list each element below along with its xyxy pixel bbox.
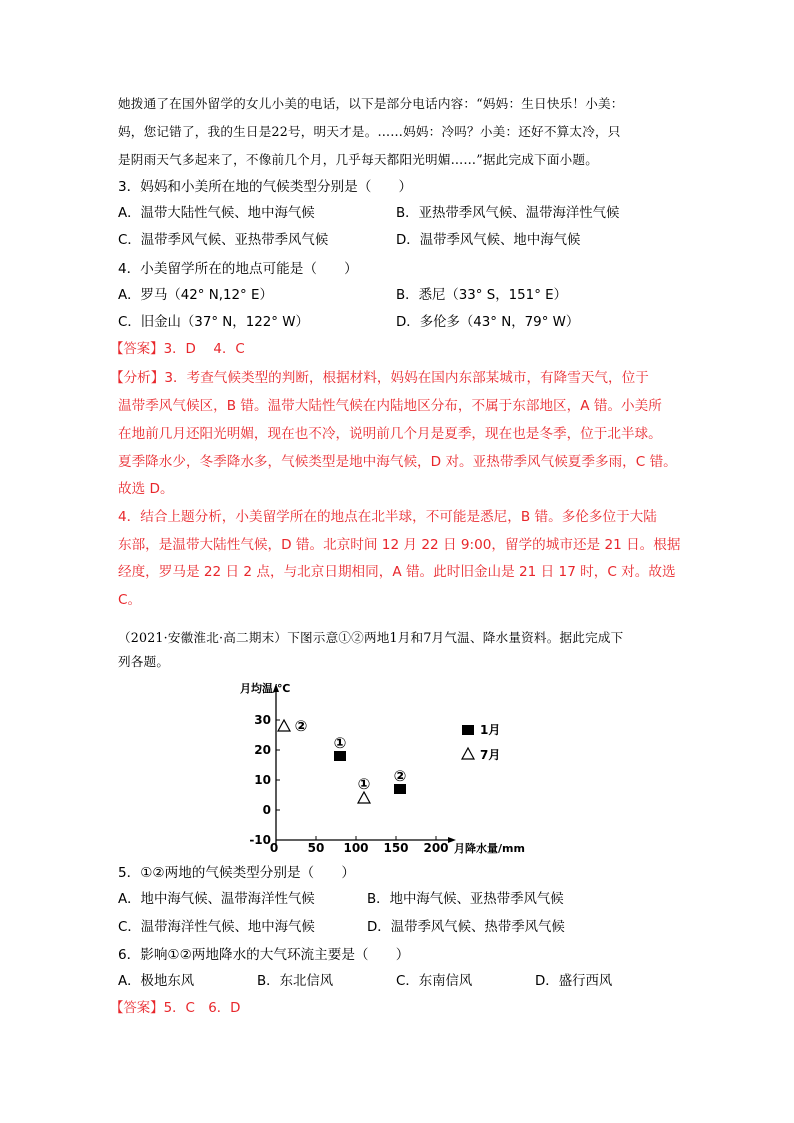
question-3-option-b: B．亚热带季风气候、温带海洋性气候	[396, 206, 620, 221]
question-6-option-d: D．盛行西风	[535, 974, 613, 989]
legend-label-jan: 1月	[480, 723, 501, 737]
climate-scatter-chart	[230, 678, 570, 858]
analysis-line-4: 夏季降水少，冬季降水多，气候类型是地中海气候，D 对。亚热带季风气候夏季多雨，C 错。	[118, 454, 677, 470]
analysis-line-7: 东部，是温带大陆性气候，D 错。北京时间 12 月 22 日 9:00，留学的城市还是 21 日。根据	[118, 537, 681, 553]
legend-marker-jul	[462, 748, 474, 759]
question-5-option-c: C．温带海洋性气候、地中海气候	[118, 920, 315, 935]
data-point-label: ②	[393, 767, 407, 785]
y-tick-label: 30	[254, 713, 271, 727]
y-tick-label: 10	[254, 773, 271, 787]
question-5-stem: 5．①②两地的气候类型分别是（ ）	[118, 865, 355, 881]
y-tick-label: 0	[262, 803, 271, 817]
analysis-line-9: C。	[118, 592, 142, 608]
x-tick-label: 150	[383, 841, 409, 855]
data-point-jan	[334, 751, 346, 761]
question-4-option-c: C．旧金山（37° N，122° W）	[118, 315, 309, 330]
data-point-label: ②	[294, 717, 308, 735]
question-3-option-c: C．温带季风气候、亚热带季风气候	[118, 233, 329, 248]
intro-line-1: 她拨通了在国外留学的女儿小美的电话，以下是部分电话内容：“妈妈：生日快乐！小美：	[118, 96, 624, 111]
answer-text: 3．D 4．C	[163, 342, 245, 357]
y-axis-title: 月均温/℃	[240, 682, 291, 695]
question-3-option-a: A．温带大陆性气候、地中海气候	[118, 206, 315, 221]
analysis-tag: 【分析】	[110, 370, 165, 386]
intro-line-2: 妈，您记错了，我的生日是22号，明天才是。……妈妈：冷吗？小美：还好不算太冷，只	[118, 124, 621, 139]
data-point-jul	[358, 792, 370, 803]
analysis-line-3: 在地前几月还阳光明媚，现在也不冷，说明前几个月是夏季，现在也是冬季，位于北半球。	[118, 426, 662, 442]
data-point-label: ①	[357, 775, 371, 793]
question-6-option-b: B．东北信风	[257, 974, 334, 989]
legend-label-jul: 7月	[480, 748, 501, 762]
x-tick-label: 200	[423, 841, 449, 855]
legend-marker-jan	[462, 725, 474, 735]
question-4-option-d: D．多伦多（43° N，79° W）	[396, 315, 580, 330]
question-5-option-d: D．温带季风气候、热带季风气候	[367, 920, 565, 935]
question-4-stem: 4．小美留学所在的地点可能是（ ）	[118, 261, 358, 277]
analysis-line-2: 温带季风气候区，B 错。温带大陆性气候在内陆地区分布，不属于东部地区，A 错。小美所	[118, 398, 662, 414]
intro-line-3: 是阴雨天气多起来了，不像前几个月，几乎每天都阳光明媚……”据此完成下面小题。	[118, 152, 599, 167]
question-5-option-a: A．地中海气候、温带海洋性气候	[118, 892, 315, 907]
intro2-line-1: （2021·安徽淮北·高二期末）下图示意①②两地1月和7月气温、降水量资料。据此完成下	[118, 630, 624, 645]
x-axis-title: 月降水量/mm	[454, 842, 525, 855]
data-point-jul	[278, 720, 290, 731]
analysis-line-6: 4．结合上题分析，小美留学所在的地点在北半球，不可能是悉尼，B 错。多伦多位于大陆	[118, 509, 657, 525]
question-6-option-c: C．东南信风	[396, 974, 473, 989]
analysis-line-5: 故选 D。	[118, 481, 174, 497]
question-6-option-a: A．极地东风	[118, 974, 195, 989]
question-3-stem: 3．妈妈和小美所在地的气候类型分别是（ ）	[118, 179, 413, 195]
answer-block-2	[110, 1000, 240, 1018]
x-tick-label: 50	[307, 841, 325, 855]
x-tick-label: 100	[343, 841, 369, 855]
question-4-option-a: A．罗马（42° N,12° E）	[118, 288, 273, 303]
question-3-option-d: D．温带季风气候、地中海气候	[396, 233, 581, 248]
analysis-line-8: 经度，罗马是 22 日 2 点，与北京日期相同，A 错。此时旧金山是 21 日 17 时，C 对。故选	[118, 564, 676, 580]
question-5-option-b: B．地中海气候、亚热带季风气候	[367, 892, 564, 907]
answer-text-2: 5．C 6．D	[163, 1001, 241, 1016]
y-tick-label: 20	[254, 743, 271, 757]
answer-block-1	[110, 341, 245, 359]
x-tick-label: 0	[269, 841, 279, 855]
question-6-stem: 6．影响①②两地降水的大气环流主要是（ ）	[118, 947, 410, 963]
data-point-jan	[394, 784, 406, 794]
question-4-option-b: B．悉尼（33° S，151° E）	[396, 288, 567, 303]
analysis-line-1	[110, 369, 649, 387]
y-tick-label: -10	[249, 833, 271, 847]
analysis-text-1: 3．考查气候类型的判断，根据材料，妈妈在国内东部某城市，有降雪天气，位于	[164, 370, 649, 386]
answer-tag: 【答案】	[110, 342, 164, 357]
answer-tag-2: 【答案】	[110, 1001, 164, 1016]
intro2-line-2: 列各题。	[118, 654, 170, 669]
data-point-label: ①	[333, 734, 347, 752]
